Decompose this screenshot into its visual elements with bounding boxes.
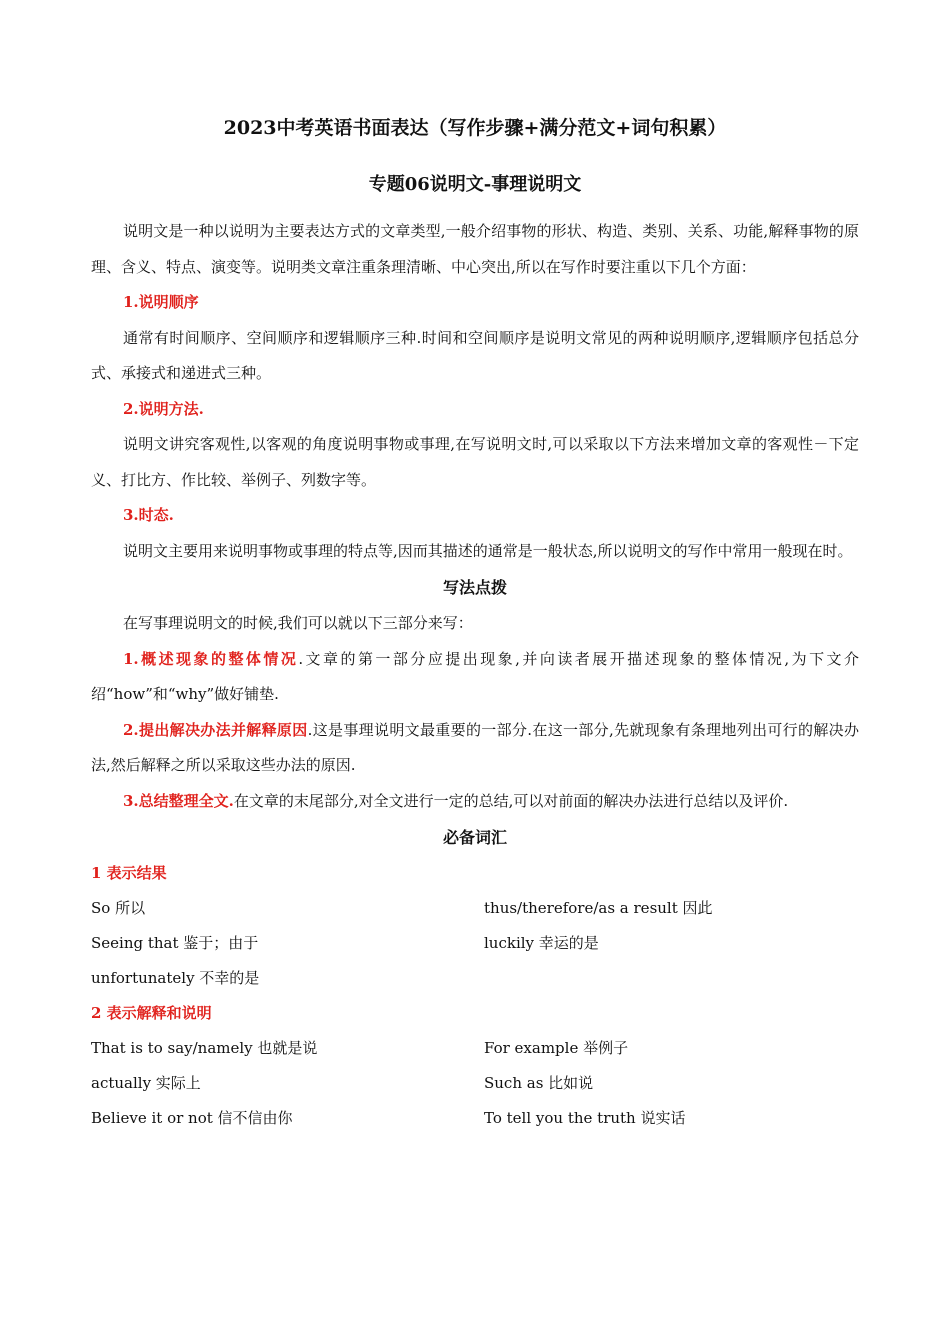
vocabulary-heading: 必备词汇 [442, 828, 507, 847]
document-title: 2023中考英语书面表达（写作步骤+满分范文+词句积累） [223, 117, 727, 139]
writing-tips-intro: 在写事理说明文的时候,我们可以就以下三部分来写： [123, 614, 473, 632]
writing-step-text: 在文章的末尾部分,对全文进行一定的总结,可以对前面的解决办法进行总结以及评价. [233, 791, 789, 810]
writing-step-label: 1.概述现象的整体情况 [123, 649, 299, 668]
section-body-tense: 说明文主要用来说明事物或事理的特点等,因而其描述的通常是一般状态,所以说明文的写作中常用一般现在时。 [123, 541, 853, 560]
writing-step-text: .文章的第一部分应提出现象,并向读者展开描述现象的整体情况,为下文介绍“how”和“why”做好铺垫. [91, 649, 859, 703]
vocab-category-explanation: 2 表示解释和说明 [91, 1004, 212, 1022]
vocab-item: That is to say/namely 也就是说 [91, 1039, 318, 1057]
vocab-list-explanation [91, 1031, 859, 1136]
vocab-item: Seeing that 鉴于；由于 [91, 934, 259, 952]
vocab-list-result [91, 891, 859, 996]
document-page [91, 112, 859, 1136]
section-body-method: 说明文讲究客观性,以客观的角度说明事物或事理,在写说明文时,可以采取以下方法来增加文章的客观性－下定义、打比方、作比较、举例子、列数字等。 [91, 435, 859, 489]
writing-tips-heading: 写法点拨 [442, 578, 507, 597]
vocab-category-result: 1 表示结果 [91, 864, 167, 882]
section-heading-method: 2.说明方法. [123, 399, 204, 418]
writing-step [91, 713, 859, 784]
writing-step [91, 642, 859, 713]
section-heading-tense: 3.时态. [123, 506, 174, 524]
document-subtitle: 专题06说明文-事理说明文 [368, 174, 582, 195]
section-heading-order: 1.说明顺序 [123, 293, 199, 311]
vocab-item: Believe it or not 信不信由你 [91, 1109, 293, 1127]
writing-step-text: .这是事理说明文最重要的一部分.在这一部分,先就现象有条理地列出可行的解决办法,然后解释之所以采取这些办法的原因. [91, 720, 859, 774]
vocab-item: luckily 幸运的是 [484, 934, 599, 952]
vocab-item: To tell you the truth 说实话 [484, 1109, 686, 1127]
writing-step [91, 784, 859, 820]
vocab-item: unfortunately 不幸的是 [91, 969, 260, 987]
section-body-order: 通常有时间顺序、空间顺序和逻辑顺序三种.时间和空间顺序是说明文常见的两种说明顺序,逻辑顺序包括总分式、承接式和递进式三种。 [91, 328, 859, 382]
intro-paragraph: 说明文是一种以说明为主要表达方式的文章类型,一般介绍事物的形状、构造、类别、关系、功能,解释事物的原理、含义、特点、演变等。说明类文章注重条理清晰、中心突出,所以在写作时要注重以下几个方面： [91, 222, 859, 276]
vocab-item: actually 实际上 [91, 1074, 201, 1092]
vocab-item: For example 举例子 [484, 1039, 629, 1057]
writing-step-label: 2.提出解决办法并解释原因 [123, 720, 308, 739]
vocab-item: thus/therefore/as a result 因此 [484, 899, 713, 917]
vocab-item: Such as 比如说 [484, 1074, 594, 1092]
writing-step-label: 3.总结整理全文. [123, 791, 234, 810]
vocab-item: So 所以 [91, 899, 146, 917]
